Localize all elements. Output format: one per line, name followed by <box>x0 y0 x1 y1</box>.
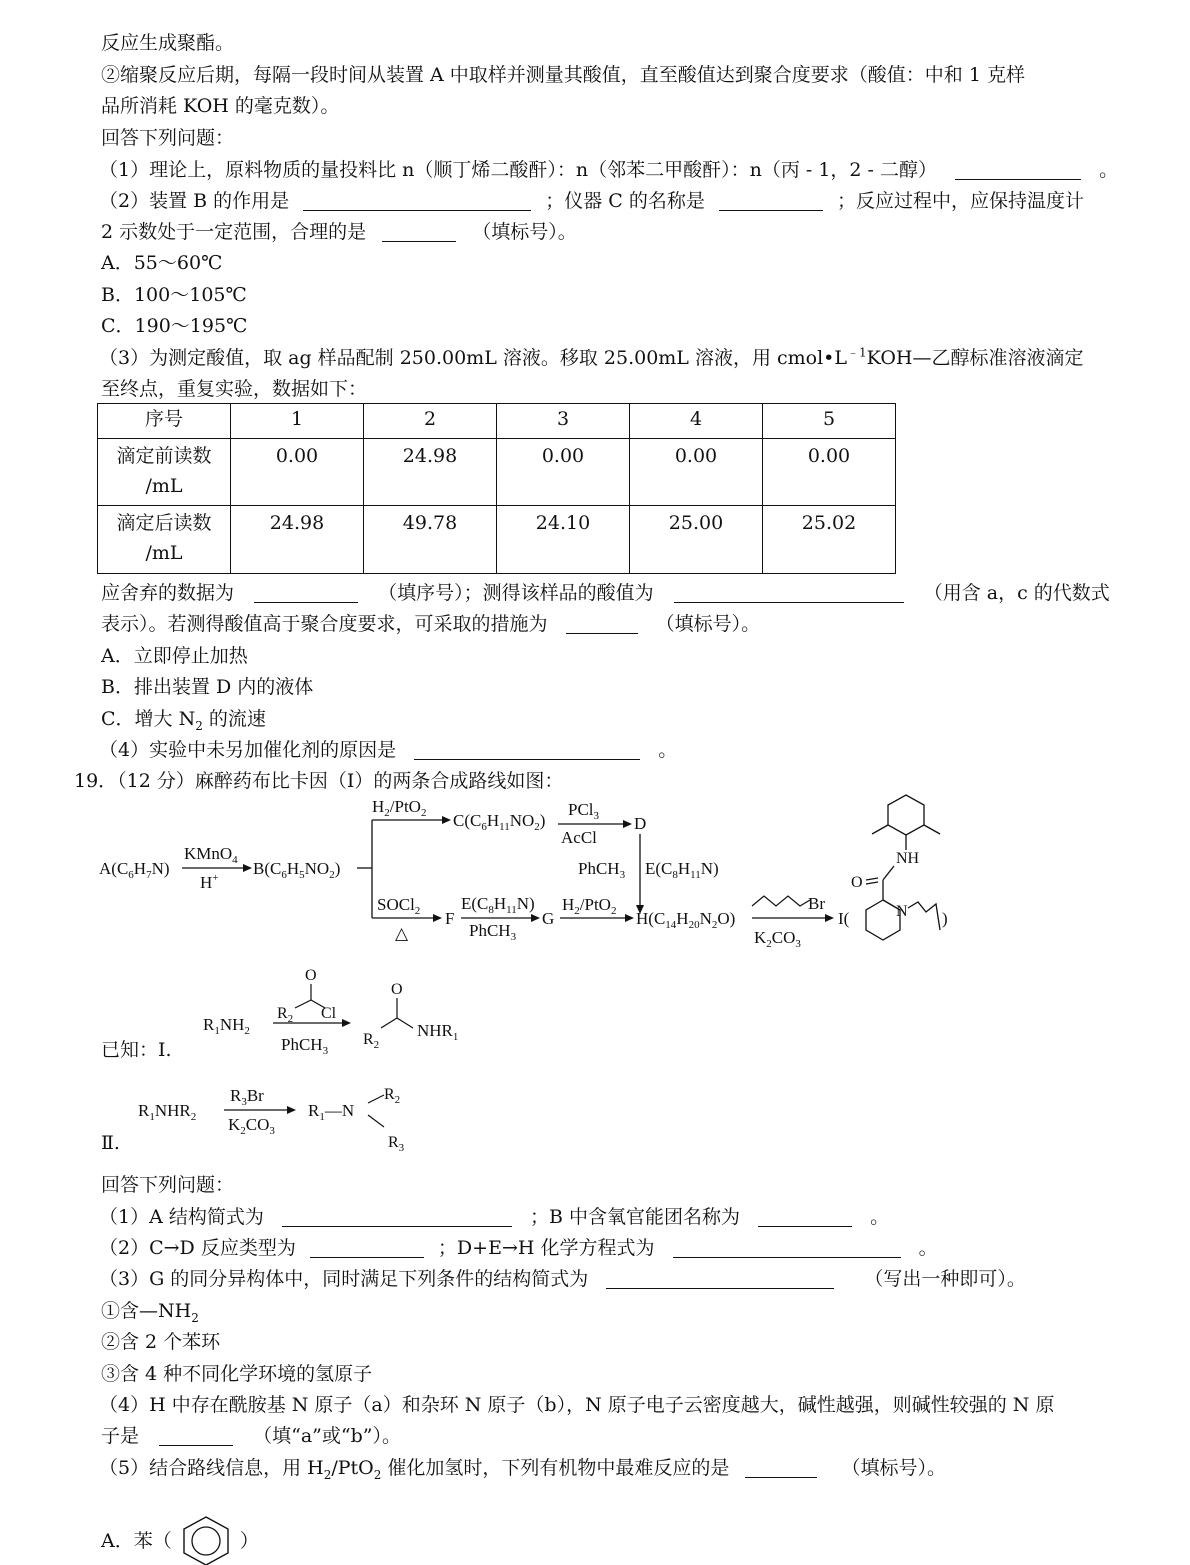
cond-1-text: ①含—NH <box>101 1300 192 1322</box>
q19-part3 <box>99 1266 1026 1292</box>
q18-part3-text-b: KOH—乙醇标准溶液滴定 <box>866 347 1084 369</box>
q18-part2-line2 <box>101 219 577 245</box>
q19-part2-end: 。 <box>918 1237 938 1259</box>
intro-line-0: 反应生成聚酯。 <box>101 32 235 54</box>
intro-line-1: ②缩聚反应后期，每隔一段时间从装置 A 中取样并测量其酸值，直至酸值达到聚合度要求（酸值：中和 1 克样 <box>101 64 1025 86</box>
amide-o: O <box>391 981 403 998</box>
table-header-row <box>98 404 896 439</box>
table-cell: 24.10 <box>497 506 630 574</box>
q19-part1 <box>99 1204 889 1230</box>
row-label-unit: /mL <box>145 475 183 497</box>
q19-title: 19．（12 分）麻醉药布比卡因（I）的两条合成路线如图： <box>74 770 564 792</box>
table-header-cell: 1 <box>231 404 364 439</box>
butyl-chain-icon <box>752 896 810 906</box>
table-row-label <box>98 439 231 506</box>
reagent-e-lower: $E(C_8H_{11}N)$ <box>461 894 535 916</box>
table-header-cell: 序号 <box>98 404 231 439</box>
table-row-label <box>98 506 231 574</box>
reagent-r3br: $R_3Br$ <box>230 1086 264 1108</box>
known-reaction-1 <box>195 960 495 1060</box>
q18-measure-option-a: A．立即停止加热 <box>101 645 248 667</box>
q18-part4-blank[interactable] <box>414 739 640 760</box>
q19-part5-sub2: 2 <box>373 1467 382 1482</box>
q18-option-a: A．55～60℃ <box>101 252 223 274</box>
ring-n-label: N <box>896 903 908 920</box>
compound-c: $C(C_6H_{11}NO_2)$ <box>453 811 546 833</box>
compound-f: F <box>445 909 455 928</box>
option-a-text: A．苯（ <box>101 1530 172 1552</box>
carbonyl-o-label: O <box>851 874 863 891</box>
arrowhead-icon <box>531 914 540 922</box>
q19-part5-text: （5）结合路线信息，用 H <box>99 1457 324 1479</box>
q18-part2-blank-c[interactable] <box>719 190 823 211</box>
q18-part2-blank-b[interactable] <box>303 190 531 211</box>
table-cell: 0.00 <box>231 439 364 506</box>
q18-part4 <box>99 737 677 763</box>
q19-option-a <box>101 1515 259 1565</box>
table-cell: 0.00 <box>763 439 896 506</box>
q19-part5-blank[interactable] <box>745 1457 817 1478</box>
q19-part3-text-b: （写出一种即可）。 <box>864 1268 1026 1290</box>
q18-discard-blank[interactable] <box>254 582 358 603</box>
cond-1-sub: 2 <box>191 1310 199 1325</box>
row-label-unit: /mL <box>145 542 183 564</box>
q18-part2-text-d: 2 示数处于一定范围，合理的是 <box>101 221 367 243</box>
table-header-cell: 4 <box>630 404 763 439</box>
q19-part4-text-c: （填“a”或“b”）。 <box>253 1425 401 1447</box>
reagent-e: $E(C_8H_{11}N)$ <box>645 859 719 881</box>
reagent-k2co3-known: $K_2CO_3$ <box>228 1115 275 1137</box>
q18-acid-value-blank[interactable] <box>674 582 904 603</box>
opt-c-text: C．增大 N <box>101 708 196 730</box>
reagent-delta: △ <box>395 924 409 943</box>
compound-h: $H(C_{14}H_{20}N_2O)$ <box>636 909 736 931</box>
q19-part5-mid: /PtO <box>331 1457 374 1479</box>
arrowhead-icon <box>825 914 834 922</box>
q19-part4: （4）H 中存在酰胺基 N 原子（a）和杂环 N 原子（b），N 原子电子云密度越大，碱性越强，则碱性较强的 N 原 <box>99 1394 1055 1416</box>
arrowhead-icon <box>243 864 252 872</box>
q18-part2-blank-temp[interactable] <box>382 221 456 242</box>
acyl-r-bond <box>295 1000 311 1008</box>
q18-part3b-text-c: （用含 a，c 的代数式 <box>923 582 1110 604</box>
acyl-r2: $R_2$ <box>277 1005 294 1025</box>
n-r3-bond <box>368 1115 384 1127</box>
reagent-k2co3: $K_2CO_3$ <box>754 928 801 950</box>
q18-measure-option-b: B．排出装置 D 内的液体 <box>101 676 314 698</box>
reagent-kmno4: KMnO$_4$ <box>184 844 238 866</box>
product-r1: $R_1—N$ <box>308 1101 355 1123</box>
q18-part2-text-b: ；仪器 C 的名称是 <box>545 190 705 212</box>
intro-answer-heading: 回答下列问题： <box>101 127 235 149</box>
option-a-end: ） <box>239 1530 259 1552</box>
table-cell: 25.02 <box>763 506 896 574</box>
q19-part5-text-b: 催化加氢时，下列有机物中最难反应的是 <box>381 1457 730 1479</box>
q18-part3b-text-b: （填序号）；测得该样品的酸值为 <box>378 582 654 604</box>
table-cell: 24.98 <box>364 439 497 506</box>
table-cell: 25.00 <box>630 506 763 574</box>
q18-part4-end: 。 <box>658 739 678 761</box>
amide-nhr1: $NHR_1$ <box>417 1021 459 1043</box>
reagent-phch3: PhCH$_3$ <box>578 859 626 881</box>
q19-condition-2: ②含 2 个苯环 <box>101 1331 221 1353</box>
q18-part3 <box>99 345 1083 371</box>
q18-part3-sup: ﹣1 <box>847 345 867 360</box>
q19-part2-text-a: （2）C→D 反应类型为 <box>99 1237 296 1259</box>
q18-measure-blank[interactable] <box>566 613 638 634</box>
q18-part1-end: 。 <box>1099 159 1119 181</box>
q19-part1-text-b: ；B 中含氧官能团名称为 <box>529 1206 740 1228</box>
intro-line-2: 品所消耗 KOH 的毫克数）。 <box>101 95 340 117</box>
compound-i-label: I( <box>838 909 850 928</box>
q19-part5-sub1: 2 <box>323 1467 332 1482</box>
acyl-o: O <box>305 967 317 984</box>
table-cell: 0.00 <box>630 439 763 506</box>
reagent-pcl3: PCl$_3$ <box>568 800 600 822</box>
q18-part3b-text-a: 应舍弃的数据为 <box>101 582 235 604</box>
q19-part1-end: 。 <box>870 1206 890 1228</box>
q18-measure-option-c <box>101 706 266 732</box>
q19-part5-text-c: （填标号）。 <box>841 1457 947 1479</box>
opt-c-sub: 2 <box>195 718 203 733</box>
arrowhead-icon <box>623 820 632 828</box>
acyl-cl: Cl <box>321 1005 337 1022</box>
q19-part2-blank-b[interactable] <box>673 1237 901 1258</box>
q19-part3-text-a: （3）G 的同分异构体中，同时满足下列条件的结构简式为 <box>99 1268 589 1290</box>
row-label-line: 滴定后读数 <box>116 512 212 534</box>
arrowhead-icon <box>342 1019 351 1027</box>
row-label-line: 滴定前读数 <box>116 445 212 467</box>
known-2-label: Ⅱ. <box>101 1132 120 1154</box>
q18-part1-text: （1）理论上，原料物质的量投料比 n（顺丁烯二酸酐）：n（邻苯二甲酸酐）：n（丙 - 1，2 - 二醇） <box>99 159 938 181</box>
table-cell: 49.78 <box>364 506 497 574</box>
q19-answer-heading: 回答下列问题： <box>101 1174 235 1196</box>
reagent-accl: AcCl <box>561 828 597 847</box>
table-header-cell: 5 <box>763 404 896 439</box>
table-row <box>98 439 896 506</box>
q19-part2-blank-a[interactable] <box>310 1237 424 1258</box>
q18-part2-text-c: ；反应过程中，应保持温度计 <box>836 190 1084 212</box>
reactant-sec-amine: $R_1NHR_2$ <box>138 1101 197 1123</box>
q18-option-b: B．100～105℃ <box>101 284 247 306</box>
q18-part3b-text-e: （填标号）。 <box>655 613 761 635</box>
synthesis-scheme <box>0 790 1190 950</box>
arrowhead-icon <box>442 816 451 824</box>
product-r3: $R_3$ <box>388 1134 405 1154</box>
benzene-ring-icon <box>178 1515 234 1565</box>
amide-r2: $R_2$ <box>363 1031 380 1051</box>
q18-part3-answers-line2 <box>101 611 760 637</box>
q18-part3-line2: 至终点，重复实验，数据如下： <box>101 378 368 400</box>
q19-part2 <box>99 1235 938 1261</box>
opt-c-tail: 的流速 <box>202 708 266 730</box>
nh-label: NH <box>896 850 920 867</box>
q19-condition-1 <box>101 1298 199 1324</box>
titration-table <box>97 403 896 574</box>
q18-part1 <box>99 157 1118 183</box>
amide-r-bond <box>381 1018 397 1028</box>
q19-condition-3: ③含 4 种不同化学环境的氢原子 <box>101 1363 373 1385</box>
q18-part2 <box>99 188 1084 214</box>
amide-n-bond <box>397 1018 413 1028</box>
q19-part1-text-a: （1）A 结构简式为 <box>99 1206 264 1228</box>
q18-part2-text-a: （2）装置 B 的作用是 <box>99 190 290 212</box>
known-reaction-2 <box>130 1075 430 1160</box>
q19-part2-text-b: ；D+E→H 化学方程式为 <box>437 1237 655 1259</box>
reagent-phch3-known: PhCH$_3$ <box>281 1035 329 1057</box>
arrowhead-icon <box>287 1106 296 1114</box>
q18-option-c: C．190～195℃ <box>101 315 248 337</box>
q19-part4-line2 <box>101 1423 401 1449</box>
q18-part1-answer-blank[interactable] <box>955 159 1081 180</box>
table-header-cell: 3 <box>497 404 630 439</box>
q18-part3b-text-d: 表示）。若测得酸值高于聚合度要求，可采取的措施为 <box>101 613 548 635</box>
table-cell: 0.00 <box>497 439 630 506</box>
q19-part3-blank[interactable] <box>606 1268 834 1289</box>
n-r2-bond <box>368 1095 384 1103</box>
reagent-phch3-lower: PhCH$_3$ <box>469 921 517 943</box>
compound-g: G <box>542 909 555 928</box>
q18-part3-text-a: （3）为测定酸值，取 ag 样品配制 250.00mL 溶液。移取 25.00mL 溶液，用 cmol•L <box>99 347 847 369</box>
q18-part2-text-e: （填标号）。 <box>472 221 577 243</box>
known-label: 已知：Ⅰ. <box>101 1039 172 1061</box>
reagent-h-plus: H+ <box>200 872 219 892</box>
q18-part4-text: （4）实验中未另加催化剂的原因是 <box>99 739 397 761</box>
compound-b: $B(C_6H_5NO_2)$ <box>253 859 341 881</box>
compound-d: D <box>634 814 647 833</box>
q19-part1-blank-b[interactable] <box>758 1206 852 1227</box>
q19-part1-blank-a[interactable] <box>282 1206 512 1227</box>
product-r2: $R_2$ <box>384 1086 401 1106</box>
q19-part4-text-b: 子是 <box>101 1425 140 1447</box>
reagent-bromide: Br <box>808 894 825 913</box>
table-header-cell: 2 <box>364 404 497 439</box>
table-row <box>98 506 896 574</box>
q19-part5 <box>99 1455 946 1481</box>
arrowhead-icon <box>433 914 442 922</box>
reactant-amine: $R_1NH_2$ <box>203 1015 250 1037</box>
compound-a: $A(C_6H_7N)$ <box>99 859 170 881</box>
q18-part3-answers <box>101 580 1110 606</box>
reagent-socl2: SOCl$_2$ <box>377 895 421 917</box>
table-cell: 24.98 <box>231 506 364 574</box>
q19-part4-blank[interactable] <box>159 1425 233 1446</box>
arrowhead-icon <box>625 914 634 922</box>
reagent-h2-pto2: $H_2/PtO_2$ <box>372 797 427 819</box>
reagent-h2-pto2-lower: $H_2/PtO_2$ <box>562 895 617 917</box>
compound-i-close: ) <box>942 909 948 928</box>
